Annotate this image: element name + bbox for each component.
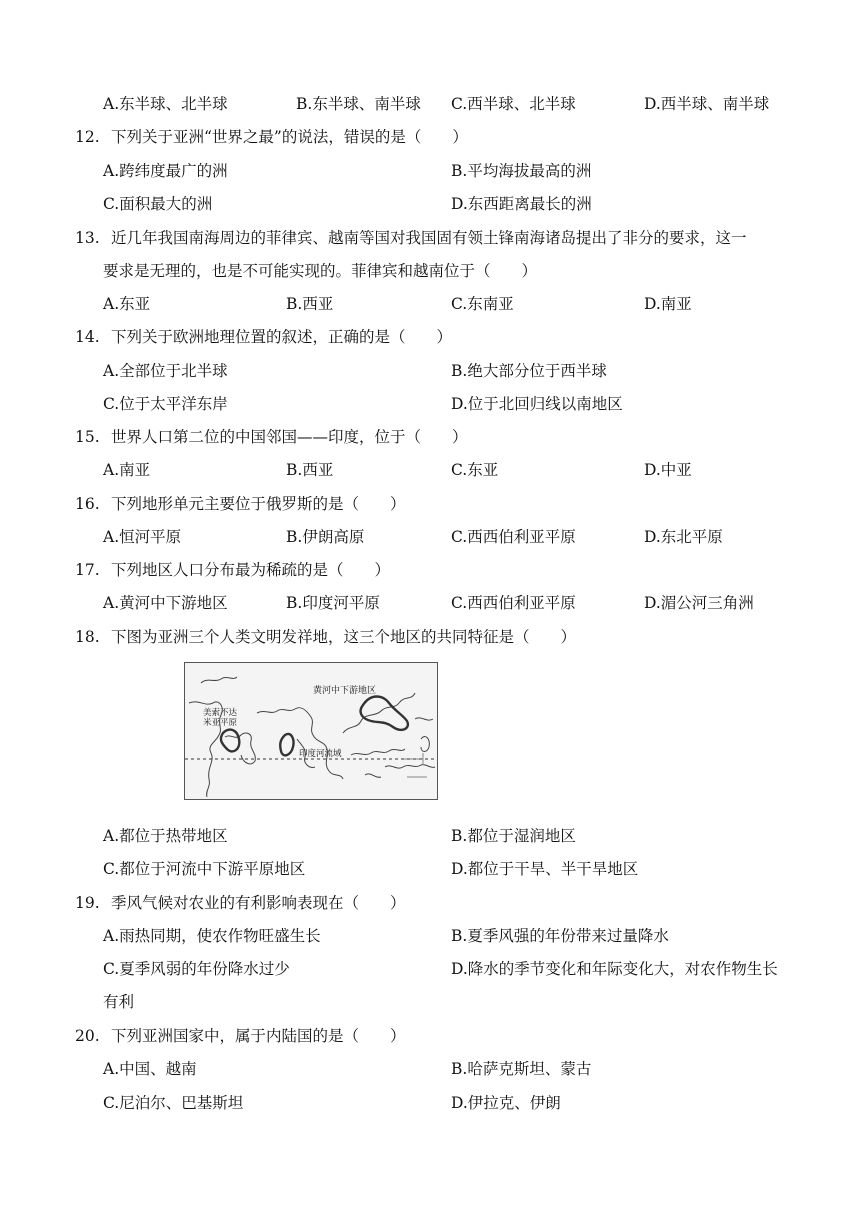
question-number: 13.: [75, 229, 100, 247]
question-stem: 季风气候对农业的有利影响表现在（ ）: [111, 894, 406, 912]
q18-option-a: A.都位于热带地区: [103, 827, 228, 845]
q13-option-c: C.东南亚: [451, 295, 514, 313]
question-stem: 下列地区人口分布最为稀疏的是（ ）: [111, 561, 391, 579]
q17-option-c: C.西西伯利亚平原: [451, 594, 576, 612]
question-stem: 下列关于欧洲地理位置的叙述，正确的是（ ）: [111, 328, 453, 346]
q20-option-b: B.哈萨克斯坦、蒙古: [451, 1060, 592, 1078]
question-stem: 下列亚洲国家中，属于内陆国的是（ ）: [111, 1027, 406, 1045]
label-mesopotamia-line2: 米亚平原: [203, 718, 238, 728]
q20-option-c: C.尼泊尔、巴基斯坦: [103, 1094, 244, 1112]
q12-option-a: A.跨纬度最广的洲: [103, 162, 228, 180]
question-stem: 世界人口第二位的中国邻国——印度，位于（ ）: [111, 428, 468, 446]
question-18: [75, 627, 576, 647]
q19-option-a: A.雨热同期，使农作物旺盛生长: [103, 927, 321, 945]
q14-option-d: D.位于北回归线以南地区: [451, 395, 623, 413]
question-stem: 下列地形单元主要位于俄罗斯的是（ ）: [111, 495, 406, 513]
label-mesopotamia-line1: 美索不达: [203, 708, 238, 718]
q16-option-a: A.恒河平原: [103, 528, 182, 546]
q19-option-c: C.夏季风弱的年份降水过少: [103, 960, 290, 978]
question-16: [75, 494, 406, 514]
q12-option-c: C.面积最大的洲: [103, 195, 213, 213]
q12-option-b: B.平均海拔最高的洲: [451, 162, 592, 180]
question-13-stem-continued: 要求是无理的，也是不可能实现的。菲律宾和越南位于（ ）: [103, 262, 538, 280]
question-number: 16.: [75, 495, 100, 513]
q12-option-d: D.东西距离最长的洲: [451, 195, 592, 213]
asia-civilizations-map: [184, 662, 438, 800]
question-number: 20.: [75, 1027, 100, 1045]
q16-option-b: B.伊朗高原: [286, 528, 365, 546]
q20-option-a: A.中国、越南: [103, 1060, 197, 1078]
q13-option-d: D.南亚: [644, 295, 692, 313]
q17-option-a: A.黄河中下游地区: [103, 594, 228, 612]
q16-option-d: D.东北平原: [644, 528, 723, 546]
label-huanghe: 黄河中下游地区: [313, 686, 377, 696]
q20-option-d: D.伊拉克、伊朗: [451, 1094, 561, 1112]
question-number: 14.: [75, 328, 100, 346]
q16-option-c: C.西西伯利亚平原: [451, 528, 576, 546]
q13-option-a: A.东亚: [103, 295, 151, 313]
q18-option-b: B.都位于湿润地区: [451, 827, 576, 845]
question-12: [75, 127, 468, 147]
question-14: [75, 327, 452, 347]
question-20: [75, 1026, 406, 1046]
q14-option-b: B.绝大部分位于西半球: [451, 362, 607, 380]
q18-option-c: C.都位于河流中下游平原地区: [103, 860, 306, 878]
question-15: [75, 427, 468, 447]
q19-option-b: B.夏季风强的年份带来过量降水: [451, 927, 669, 945]
question-number: 19.: [75, 894, 100, 912]
q17-option-d: D.湄公河三角洲: [644, 594, 754, 612]
q14-option-a: A.全部位于北半球: [103, 362, 228, 380]
question-stem: 近几年我国南海周边的菲律宾、越南等国对我国固有领土锋南海诸岛提出了非分的要求，这一: [111, 229, 747, 247]
q15-option-b: B.西亚: [286, 461, 334, 479]
question-stem: 下图为亚洲三个人类文明发祥地，这三个地区的共同特征是（ ）: [111, 628, 577, 646]
q15-option-c: C.东亚: [451, 461, 499, 479]
q11-option-c: C.西半球、北半球: [451, 95, 576, 113]
q15-option-a: A.南亚: [103, 461, 151, 479]
question-17: [75, 560, 390, 580]
q15-option-d: D.中亚: [644, 461, 692, 479]
question-number: 18.: [75, 628, 100, 646]
question-number: 17.: [75, 561, 100, 579]
q19-option-d: D.降水的季节变化和年际变化大，对农作物生长: [451, 960, 778, 978]
question-number: 15.: [75, 428, 100, 446]
q11-option-b: B.东半球、南半球: [296, 95, 421, 113]
q18-option-d: D.都位于干旱、半干旱地区: [451, 860, 639, 878]
question-number: 12.: [75, 128, 100, 146]
map-drawing: [185, 663, 436, 798]
q17-option-b: B.印度河平原: [286, 594, 380, 612]
q11-option-d: D.西半球、南半球: [644, 95, 770, 113]
q19-option-d-continued: 有利: [103, 993, 135, 1011]
q11-option-a: A.东半球、北半球: [103, 95, 228, 113]
q13-option-b: B.西亚: [286, 295, 334, 313]
question-stem: 下列关于亚洲“世界之最”的说法，错误的是（ ）: [111, 128, 468, 146]
q14-option-c: C.位于太平洋东岸: [103, 395, 228, 413]
question-19: [75, 893, 406, 913]
label-indus: 印度河流域: [299, 749, 342, 759]
question-13: [75, 228, 747, 248]
